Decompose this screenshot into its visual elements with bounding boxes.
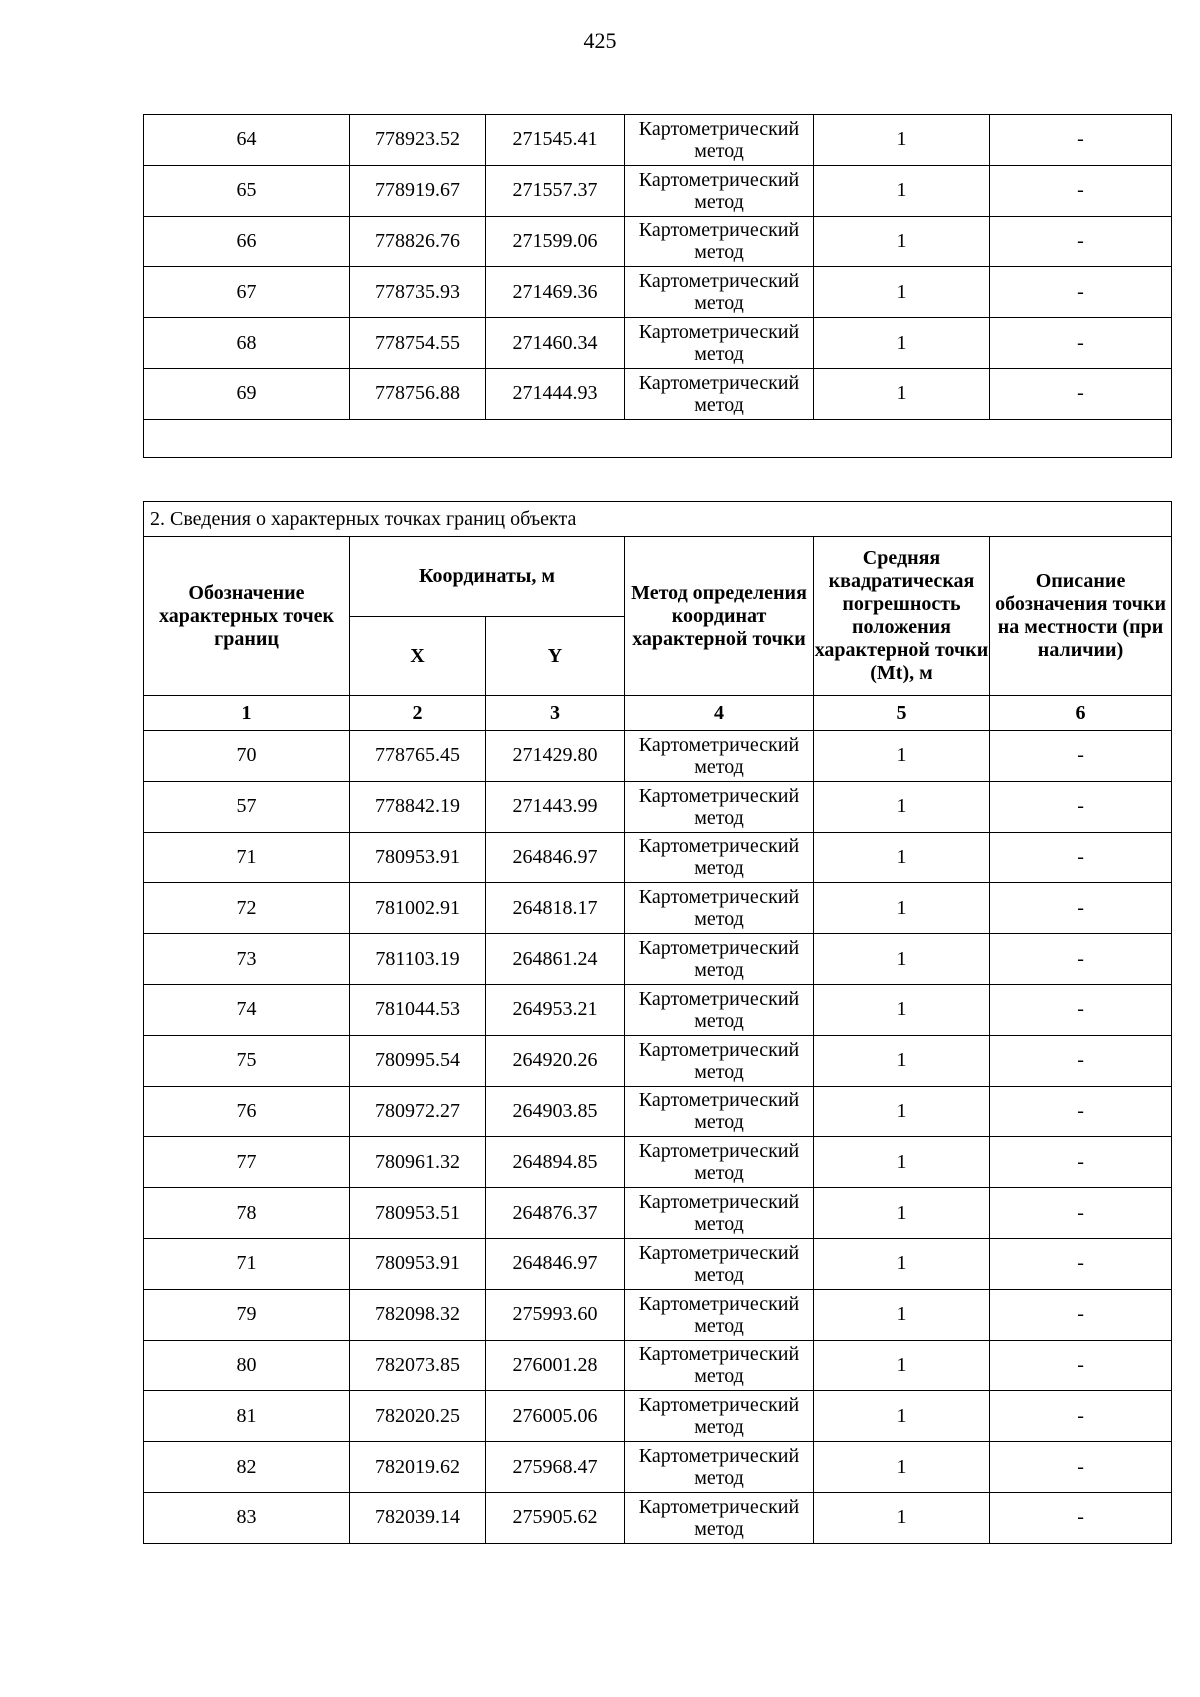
x-cell: 778735.93	[350, 267, 486, 318]
point-cell: 68	[144, 318, 350, 369]
method-cell	[625, 731, 814, 782]
description-cell: -	[990, 1238, 1172, 1289]
page-number: 425	[583, 28, 617, 53]
point-cell: 57	[144, 781, 350, 832]
accuracy-cell: 1	[814, 731, 990, 782]
method-cell	[625, 115, 814, 166]
header-x: X	[350, 617, 486, 696]
accuracy-cell: 1	[814, 115, 990, 166]
point-cell: 72	[144, 883, 350, 934]
table-body	[144, 731, 1172, 1544]
description-cell: -	[990, 318, 1172, 369]
x-cell: 782098.32	[350, 1289, 486, 1340]
method-text: Картометрический	[638, 1191, 800, 1214]
y-cell: 275905.62	[486, 1492, 625, 1543]
section-title-row	[144, 502, 1172, 537]
table-row	[144, 216, 1172, 267]
method-text: Картометрический	[638, 733, 800, 756]
column-number: 3	[486, 696, 625, 731]
method-text: Картометрический	[638, 117, 800, 140]
method-text: метод	[694, 1263, 744, 1286]
point-cell: 71	[144, 832, 350, 883]
accuracy-cell: 1	[814, 1188, 990, 1239]
method-text: Картометрический	[638, 835, 800, 858]
table-row	[144, 1289, 1172, 1340]
empty-cell	[144, 419, 1172, 457]
point-cell: 75	[144, 1035, 350, 1086]
point-cell: 69	[144, 368, 350, 419]
accuracy-cell: 1	[814, 1391, 990, 1442]
accuracy-cell: 1	[814, 165, 990, 216]
description-cell: -	[990, 1492, 1172, 1543]
table-row	[144, 731, 1172, 782]
method-text: метод	[694, 241, 744, 264]
description-cell: -	[990, 984, 1172, 1035]
accuracy-cell: 1	[814, 1086, 990, 1137]
method-text: Картометрический	[638, 987, 800, 1010]
description-cell: -	[990, 832, 1172, 883]
method-cell	[625, 1188, 814, 1239]
y-cell: 271429.80	[486, 731, 625, 782]
method-cell	[625, 165, 814, 216]
description-cell: -	[990, 934, 1172, 985]
x-cell: 782073.85	[350, 1340, 486, 1391]
y-cell: 264894.85	[486, 1137, 625, 1188]
x-cell: 780995.54	[350, 1035, 486, 1086]
method-text: Картометрический	[638, 1241, 800, 1264]
table-row	[144, 1442, 1172, 1493]
x-cell: 780953.91	[350, 832, 486, 883]
accuracy-cell: 1	[814, 1442, 990, 1493]
point-cell: 66	[144, 216, 350, 267]
description-cell: -	[990, 731, 1172, 782]
method-text: метод	[694, 139, 744, 162]
accuracy-cell: 1	[814, 984, 990, 1035]
description-cell: -	[990, 1137, 1172, 1188]
method-text: Картометрический	[638, 1445, 800, 1468]
method-text: Картометрический	[638, 1140, 800, 1163]
x-cell: 780961.32	[350, 1137, 486, 1188]
x-cell: 778826.76	[350, 216, 486, 267]
y-cell: 264903.85	[486, 1086, 625, 1137]
table-row	[144, 368, 1172, 419]
accuracy-cell: 1	[814, 1137, 990, 1188]
x-cell: 780953.51	[350, 1188, 486, 1239]
description-cell: -	[990, 216, 1172, 267]
y-cell: 271443.99	[486, 781, 625, 832]
header-coordinates: Координаты, м	[350, 537, 625, 617]
x-cell: 780972.27	[350, 1086, 486, 1137]
x-cell: 781044.53	[350, 984, 486, 1035]
method-text: метод	[694, 190, 744, 213]
point-cell: 74	[144, 984, 350, 1035]
table-row	[144, 934, 1172, 985]
accuracy-cell: 1	[814, 1492, 990, 1543]
method-cell	[625, 984, 814, 1035]
point-cell: 80	[144, 1340, 350, 1391]
y-cell: 264846.97	[486, 832, 625, 883]
method-text: метод	[694, 393, 744, 416]
description-cell: -	[990, 1188, 1172, 1239]
method-text: Картометрический	[638, 784, 800, 807]
method-text: Картометрический	[638, 886, 800, 909]
method-cell	[625, 1391, 814, 1442]
method-cell	[625, 1238, 814, 1289]
method-cell	[625, 1137, 814, 1188]
table-row	[144, 832, 1172, 883]
method-text: метод	[694, 1365, 744, 1388]
description-cell: -	[990, 781, 1172, 832]
method-cell	[625, 1492, 814, 1543]
method-text: Картометрический	[638, 1495, 800, 1518]
y-cell: 275993.60	[486, 1289, 625, 1340]
y-cell: 271599.06	[486, 216, 625, 267]
column-number: 2	[350, 696, 486, 731]
method-text: Картометрический	[638, 1343, 800, 1366]
y-cell: 271444.93	[486, 368, 625, 419]
method-cell	[625, 216, 814, 267]
description-cell: -	[990, 883, 1172, 934]
method-text: метод	[694, 1213, 744, 1236]
header-point-designation: Обозначение характерных точек границ	[144, 537, 350, 696]
y-cell: 264876.37	[486, 1188, 625, 1239]
method-text: метод	[694, 959, 744, 982]
x-cell: 782039.14	[350, 1492, 486, 1543]
method-text: Картометрический	[638, 270, 800, 293]
y-cell: 271469.36	[486, 267, 625, 318]
header-method: Метод определения координат характерной точки	[625, 537, 814, 696]
boundary-points-table	[143, 501, 1172, 1544]
description-cell: -	[990, 267, 1172, 318]
x-cell: 781002.91	[350, 883, 486, 934]
method-text: метод	[694, 755, 744, 778]
method-cell	[625, 832, 814, 883]
y-cell: 276001.28	[486, 1340, 625, 1391]
column-number: 1	[144, 696, 350, 731]
point-cell: 71	[144, 1238, 350, 1289]
y-cell: 271557.37	[486, 165, 625, 216]
empty-row	[144, 419, 1172, 457]
method-text: Картометрический	[638, 371, 800, 394]
point-cell: 83	[144, 1492, 350, 1543]
method-text: Картометрический	[638, 937, 800, 960]
accuracy-cell: 1	[814, 1289, 990, 1340]
point-cell: 78	[144, 1188, 350, 1239]
y-cell: 264846.97	[486, 1238, 625, 1289]
x-cell: 778919.67	[350, 165, 486, 216]
table-row	[144, 318, 1172, 369]
method-cell	[625, 1035, 814, 1086]
y-cell: 275968.47	[486, 1442, 625, 1493]
table-row	[144, 1391, 1172, 1442]
description-cell: -	[990, 1289, 1172, 1340]
header-accuracy: Средняя квадратическая погрешность положения характерной точки (Mt), м	[814, 537, 990, 696]
point-cell: 65	[144, 165, 350, 216]
accuracy-cell: 1	[814, 216, 990, 267]
method-cell	[625, 368, 814, 419]
header-description: Описание обозначения точки на местности (при наличии)	[990, 537, 1172, 696]
x-cell: 778842.19	[350, 781, 486, 832]
x-cell: 778923.52	[350, 115, 486, 166]
method-text: метод	[694, 806, 744, 829]
method-text: метод	[694, 292, 744, 315]
table-row	[144, 1340, 1172, 1391]
description-cell: -	[990, 115, 1172, 166]
coordinates-table-continued	[143, 114, 1172, 458]
description-cell: -	[990, 368, 1172, 419]
x-cell: 781103.19	[350, 934, 486, 985]
y-cell: 264818.17	[486, 883, 625, 934]
header-y: Y	[486, 617, 625, 696]
method-text: метод	[694, 1416, 744, 1439]
table-row	[144, 1035, 1172, 1086]
x-cell: 782019.62	[350, 1442, 486, 1493]
method-cell	[625, 934, 814, 985]
point-cell: 64	[144, 115, 350, 166]
description-cell: -	[990, 165, 1172, 216]
x-cell: 780953.91	[350, 1238, 486, 1289]
method-text: метод	[694, 1111, 744, 1134]
method-text: метод	[694, 908, 744, 931]
accuracy-cell: 1	[814, 781, 990, 832]
description-cell: -	[990, 1086, 1172, 1137]
point-cell: 70	[144, 731, 350, 782]
method-text: метод	[694, 857, 744, 880]
method-text: метод	[694, 1314, 744, 1337]
table-row	[144, 115, 1172, 166]
method-cell	[625, 267, 814, 318]
y-cell: 271460.34	[486, 318, 625, 369]
accuracy-cell: 1	[814, 832, 990, 883]
method-cell	[625, 781, 814, 832]
accuracy-cell: 1	[814, 934, 990, 985]
table-row	[144, 1238, 1172, 1289]
method-text: метод	[694, 1517, 744, 1540]
column-number: 6	[990, 696, 1172, 731]
table-row	[144, 1137, 1172, 1188]
method-text: метод	[694, 1009, 744, 1032]
accuracy-cell: 1	[814, 368, 990, 419]
column-number: 5	[814, 696, 990, 731]
y-cell: 271545.41	[486, 115, 625, 166]
point-cell: 82	[144, 1442, 350, 1493]
description-cell: -	[990, 1035, 1172, 1086]
header-row	[144, 537, 1172, 617]
method-text: Картометрический	[638, 219, 800, 242]
point-cell: 77	[144, 1137, 350, 1188]
accuracy-cell: 1	[814, 267, 990, 318]
x-cell: 782020.25	[350, 1391, 486, 1442]
method-text: Картометрический	[638, 168, 800, 191]
point-cell: 81	[144, 1391, 350, 1442]
method-cell	[625, 1442, 814, 1493]
y-cell: 264953.21	[486, 984, 625, 1035]
method-cell	[625, 1289, 814, 1340]
y-cell: 276005.06	[486, 1391, 625, 1442]
method-text: метод	[694, 1060, 744, 1083]
accuracy-cell: 1	[814, 318, 990, 369]
table-row	[144, 781, 1172, 832]
method-text: Картометрический	[638, 1394, 800, 1417]
accuracy-cell: 1	[814, 883, 990, 934]
table-row	[144, 1086, 1172, 1137]
x-cell: 778756.88	[350, 368, 486, 419]
x-cell: 778754.55	[350, 318, 486, 369]
column-number: 4	[625, 696, 814, 731]
method-text: метод	[694, 1467, 744, 1490]
point-cell: 79	[144, 1289, 350, 1340]
method-cell	[625, 318, 814, 369]
y-cell: 264861.24	[486, 934, 625, 985]
table-row	[144, 1188, 1172, 1239]
table-row	[144, 165, 1172, 216]
accuracy-cell: 1	[814, 1035, 990, 1086]
description-cell: -	[990, 1391, 1172, 1442]
accuracy-cell: 1	[814, 1340, 990, 1391]
method-cell	[625, 883, 814, 934]
table-row	[144, 883, 1172, 934]
method-text: метод	[694, 343, 744, 366]
x-cell: 778765.45	[350, 731, 486, 782]
method-text: Картометрический	[638, 321, 800, 344]
description-cell: -	[990, 1442, 1172, 1493]
description-cell: -	[990, 1340, 1172, 1391]
point-cell: 73	[144, 934, 350, 985]
table-row	[144, 984, 1172, 1035]
accuracy-cell: 1	[814, 1238, 990, 1289]
point-cell: 67	[144, 267, 350, 318]
method-text: метод	[694, 1162, 744, 1185]
table-row	[144, 267, 1172, 318]
y-cell: 264920.26	[486, 1035, 625, 1086]
method-text: Картометрический	[638, 1292, 800, 1315]
method-text: Картометрический	[638, 1038, 800, 1061]
table-body	[144, 115, 1172, 420]
column-numbers-row	[144, 696, 1172, 731]
method-cell	[625, 1340, 814, 1391]
section-title: 2. Сведения о характерных точках границ объекта	[144, 502, 1172, 537]
point-cell: 76	[144, 1086, 350, 1137]
method-text: Картометрический	[638, 1089, 800, 1112]
method-cell	[625, 1086, 814, 1137]
table-row	[144, 1492, 1172, 1543]
